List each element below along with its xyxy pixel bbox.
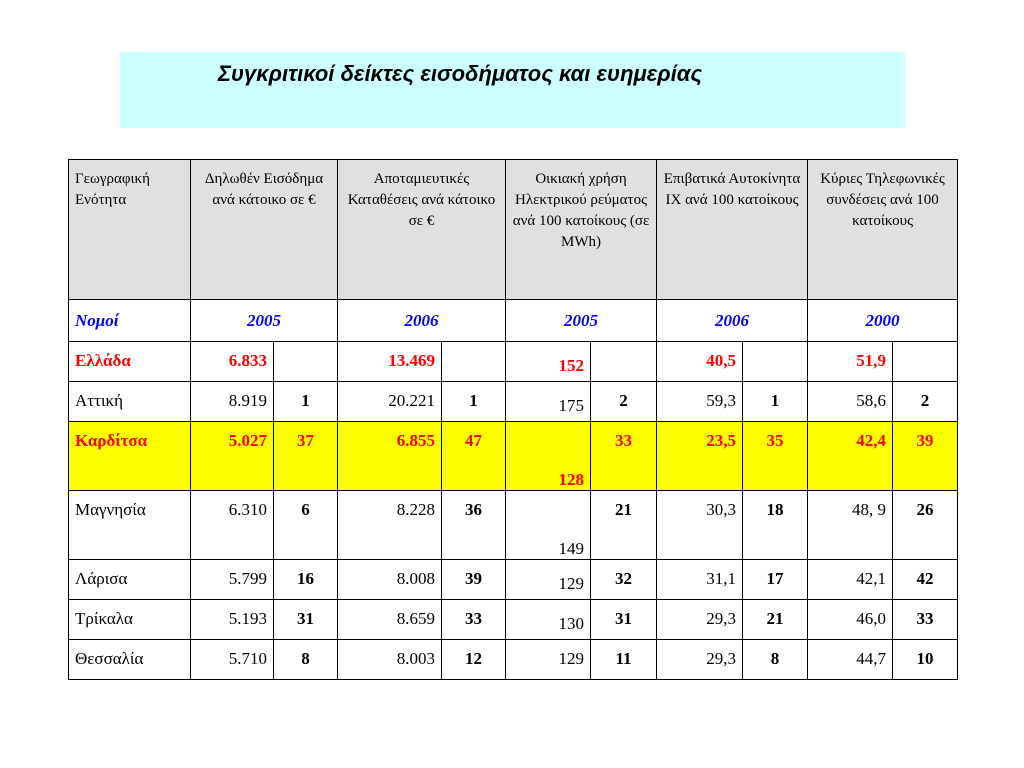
table-row <box>69 640 958 680</box>
cars-rank: 18 <box>743 491 808 560</box>
cars-rank: 1 <box>743 382 808 422</box>
cars-rank: 8 <box>743 640 808 680</box>
header-electricity: Οικιακή χρήση Ηλεκτρικού ρεύματος ανά 100 κατοίκους (σε MWh) <box>506 160 657 300</box>
region-name: Λάρισα <box>69 560 191 600</box>
header-cars: Επιβατικά Αυτοκίνητα ΙΧ ανά 100 κατοίκους <box>657 160 808 300</box>
deposits-value: 6.855 <box>338 422 442 491</box>
cars-rank: 21 <box>743 600 808 640</box>
phones-value: 48, 9 <box>808 491 893 560</box>
cars-value: 59,3 <box>657 382 743 422</box>
page-title: Συγκριτικοί δείκτες εισοδήματος και ευημερίας <box>218 61 703 86</box>
cars-rank: 17 <box>743 560 808 600</box>
cars-value: 30,3 <box>657 491 743 560</box>
header-deposits: Αποταμιευτικές Καταθέσεις ανά κάτοικο σε € <box>338 160 506 300</box>
electricity-rank: 33 <box>591 422 657 491</box>
table-row-highlighted <box>69 422 958 491</box>
income-value: 6.833 <box>191 342 274 382</box>
phones-value: 46,0 <box>808 600 893 640</box>
phones-value: 42,1 <box>808 560 893 600</box>
indicators-table <box>68 159 958 680</box>
electricity-value: 130 <box>506 600 591 640</box>
header-phones: Κύριες Τηλεφωνικές συνδέσεις ανά 100 κατοίκους <box>808 160 958 300</box>
table-row <box>69 560 958 600</box>
electricity-rank: 21 <box>591 491 657 560</box>
phones-value: 58,6 <box>808 382 893 422</box>
phones-rank: 2 <box>893 382 958 422</box>
region-name: Θεσσαλία <box>69 640 191 680</box>
table-row <box>69 342 958 382</box>
income-rank: 31 <box>274 600 338 640</box>
deposits-value: 8.008 <box>338 560 442 600</box>
cars-value: 29,3 <box>657 640 743 680</box>
income-value: 5.027 <box>191 422 274 491</box>
deposits-rank: 12 <box>442 640 506 680</box>
income-rank: 37 <box>274 422 338 491</box>
table-row <box>69 382 958 422</box>
deposits-rank: 39 <box>442 560 506 600</box>
income-rank: 16 <box>274 560 338 600</box>
income-value: 5.799 <box>191 560 274 600</box>
region-name: Αττική <box>69 382 191 422</box>
phones-rank: 10 <box>893 640 958 680</box>
phones-rank: 39 <box>893 422 958 491</box>
phones-value: 51,9 <box>808 342 893 382</box>
cars-rank <box>743 342 808 382</box>
year-cars: 2006 <box>657 300 808 342</box>
table-row <box>69 600 958 640</box>
phones-value: 44,7 <box>808 640 893 680</box>
income-rank <box>274 342 338 382</box>
electricity-rank: 11 <box>591 640 657 680</box>
income-rank: 6 <box>274 491 338 560</box>
electricity-value: 128 <box>506 422 591 491</box>
header-row <box>69 160 958 300</box>
cars-value: 31,1 <box>657 560 743 600</box>
year-electricity: 2005 <box>506 300 657 342</box>
electricity-value: 149 <box>506 491 591 560</box>
income-rank: 8 <box>274 640 338 680</box>
header-income: Δηλωθέν Εισόδημα ανά κάτοικο σε € <box>191 160 338 300</box>
phones-rank <box>893 342 958 382</box>
income-value: 5.193 <box>191 600 274 640</box>
deposits-rank: 33 <box>442 600 506 640</box>
deposits-value: 8.228 <box>338 491 442 560</box>
region-name: Τρίκαλα <box>69 600 191 640</box>
year-phones: 2000 <box>808 300 958 342</box>
income-rank: 1 <box>274 382 338 422</box>
deposits-value: 8.659 <box>338 600 442 640</box>
year-deposits: 2006 <box>338 300 506 342</box>
deposits-value: 8.003 <box>338 640 442 680</box>
electricity-value: 152 <box>506 342 591 382</box>
deposits-value: 20.221 <box>338 382 442 422</box>
region-name: Ελλάδα <box>69 342 191 382</box>
table-row <box>69 491 958 560</box>
phones-rank: 33 <box>893 600 958 640</box>
cars-value: 29,3 <box>657 600 743 640</box>
electricity-rank: 31 <box>591 600 657 640</box>
electricity-rank: 2 <box>591 382 657 422</box>
deposits-rank: 47 <box>442 422 506 491</box>
cars-rank: 35 <box>743 422 808 491</box>
deposits-rank <box>442 342 506 382</box>
deposits-rank: 1 <box>442 382 506 422</box>
header-geo: Γεωγραφική Ενότητα <box>69 160 191 300</box>
deposits-rank: 36 <box>442 491 506 560</box>
title-banner <box>120 52 905 128</box>
electricity-value: 129 <box>506 560 591 600</box>
phones-value: 42,4 <box>808 422 893 491</box>
electricity-rank: 32 <box>591 560 657 600</box>
cars-value: 40,5 <box>657 342 743 382</box>
electricity-rank <box>591 342 657 382</box>
deposits-value: 13.469 <box>338 342 442 382</box>
region-name: Καρδίτσα <box>69 422 191 491</box>
phones-rank: 26 <box>893 491 958 560</box>
years-label: Νομοί <box>69 300 191 342</box>
income-value: 6.310 <box>191 491 274 560</box>
income-value: 5.710 <box>191 640 274 680</box>
electricity-value: 175 <box>506 382 591 422</box>
years-row <box>69 300 958 342</box>
year-income: 2005 <box>191 300 338 342</box>
electricity-value: 129 <box>506 640 591 680</box>
region-name: Μαγνησία <box>69 491 191 560</box>
income-value: 8.919 <box>191 382 274 422</box>
phones-rank: 42 <box>893 560 958 600</box>
cars-value: 23,5 <box>657 422 743 491</box>
